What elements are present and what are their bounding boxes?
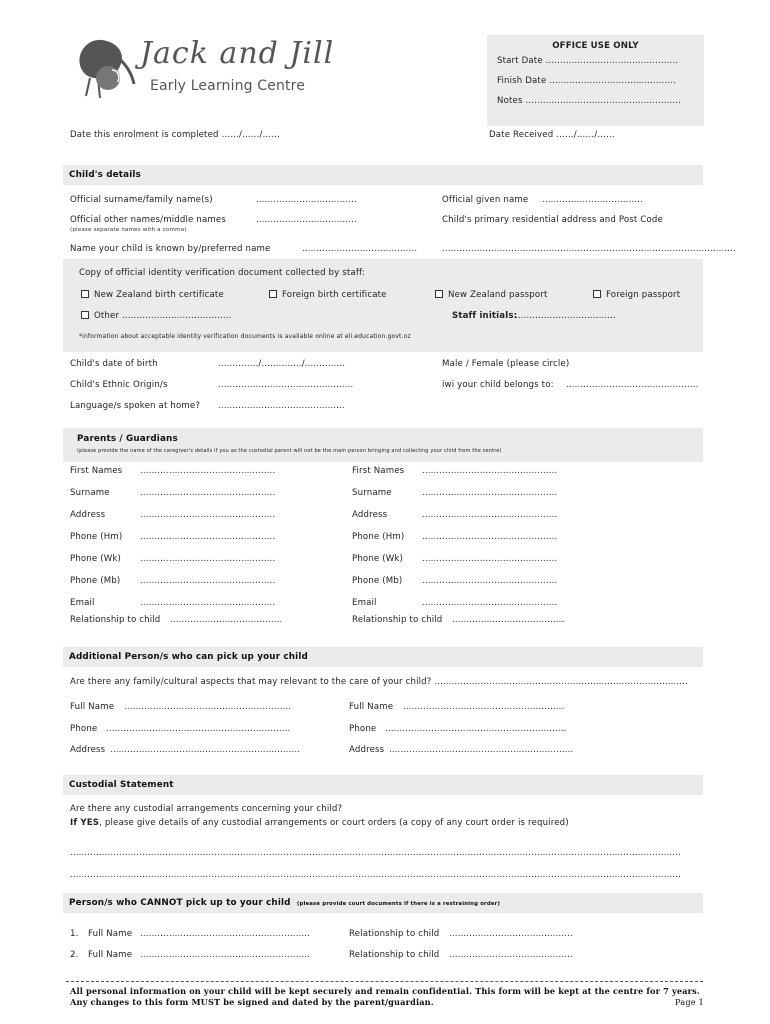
parent-field-input-right[interactable]: ...............................................: [422, 488, 558, 498]
add-address-label-right: Address: [349, 745, 385, 755]
address-field[interactable]: ......................................................................................................: [442, 244, 736, 254]
cannot-note: (please provide court documents if there is a restraining order): [296, 901, 501, 907]
surname-field[interactable]: ...................................: [256, 195, 357, 205]
parent-field-label-left: Email: [70, 598, 95, 608]
parent-field-label-right: Address: [352, 510, 388, 520]
add-full-name-field-right[interactable]: ........................................................: [403, 702, 565, 712]
opt-other-label: Other ......................................: [94, 311, 232, 321]
opt-nz-birth-cert-label: New Zealand birth certificate: [94, 290, 224, 300]
opt-other[interactable]: [81, 311, 232, 321]
language-field[interactable]: ............................................: [218, 401, 345, 411]
parents-note: (please provide the name of the caregiver's details if you as the custodial parent will not be the main person bringing and collecting your child from the centre): [77, 448, 502, 454]
parent-field-input-right[interactable]: ...............................................: [422, 532, 558, 542]
known-by-label: Name your child is known by/preferred name: [70, 244, 271, 254]
parent-field-input-right[interactable]: ...............................................: [422, 554, 558, 564]
parent-field-input-right[interactable]: ...............................................: [422, 598, 558, 608]
staff-initials-label: Staff initials:: [452, 311, 518, 321]
footer-line-1: All personal information on your child will be kept securely and remain confidential. This form will be kept at the centre for 7 years.: [70, 986, 700, 996]
other-names-note: (please separate names with a comma): [70, 227, 187, 233]
add-phone-label-left: Phone: [70, 724, 98, 734]
footer-line-2: Any changes to this form MUST be signed and dated by the parent/guardian.: [70, 997, 434, 1007]
custodial-yes: If YES: [70, 818, 100, 828]
parent-field-label-left: Phone (Hm): [70, 532, 123, 542]
relationship-field-left[interactable]: .......................................: [170, 615, 283, 625]
cannot-row-1-num: 1.: [70, 929, 79, 939]
custodial-bar: [63, 775, 703, 795]
add-address-label-left: Address: [70, 745, 106, 755]
custodial-details: [70, 818, 569, 828]
ethnic-label: Child's Ethnic Origin/s: [70, 380, 168, 390]
cannot-row-1-name-field[interactable]: ...........................................................: [140, 929, 311, 939]
childs-details-bar: [63, 165, 703, 185]
checkbox-icon[interactable]: [81, 290, 89, 298]
opt-foreign-birth-cert-label: Foreign birth certificate: [282, 290, 387, 300]
office-start-date[interactable]: Start Date ..............................................: [497, 56, 679, 66]
add-phone-label-right: Phone: [349, 724, 377, 734]
add-phone-field-left[interactable]: ................................................................: [106, 724, 291, 734]
other-names-field[interactable]: ...................................: [256, 215, 357, 225]
page-number: Page 1: [675, 997, 704, 1007]
cannot-title: [69, 898, 500, 908]
office-use-box: [487, 35, 704, 126]
cannot-row-1-rel-field[interactable]: ...........................................: [449, 929, 573, 939]
other-names-label: Official other names/middle names: [70, 215, 226, 225]
parent-field-label-left: Address: [70, 510, 106, 520]
checkbox-icon[interactable]: [593, 290, 601, 298]
additional-title: Additional Person/s who can pick up your child: [69, 652, 308, 662]
cannot-bar: [63, 893, 703, 913]
surname-label: Official surname/family name(s): [70, 195, 213, 205]
parent-field-label-left: First Names: [70, 466, 123, 476]
cannot-row-1-name-label: Full Name: [88, 929, 133, 939]
address-label: Child's primary residential address and Post Code: [442, 215, 663, 225]
add-full-name-label-left: Full Name: [70, 702, 115, 712]
parent-field-input-left[interactable]: ...............................................: [140, 488, 276, 498]
add-full-name-field-left[interactable]: ..........................................................: [124, 702, 292, 712]
opt-foreign-passport[interactable]: [593, 290, 680, 300]
iwi-label: iwi your child belongs to:: [442, 380, 554, 390]
custodial-title: Custodial Statement: [69, 780, 174, 790]
add-full-name-label-right: Full Name: [349, 702, 394, 712]
parent-field-input-left[interactable]: ...............................................: [140, 466, 276, 476]
staff-initials-field[interactable]: ...................................: [515, 311, 616, 321]
parent-field-label-left: Phone (Wk): [70, 554, 122, 564]
logo-title: Jack and Jill: [140, 36, 335, 71]
opt-nz-birth-cert[interactable]: [81, 290, 224, 300]
given-name-field[interactable]: ...................................: [542, 195, 643, 205]
language-label: Language/s spoken at home?: [70, 401, 201, 411]
checkbox-icon[interactable]: [269, 290, 277, 298]
cannot-row-1-rel-label: Relationship to child: [349, 929, 440, 939]
office-notes[interactable]: Notes ......................................................: [497, 96, 682, 106]
parent-field-label-right: First Names: [352, 466, 405, 476]
opt-foreign-birth-cert[interactable]: [269, 290, 387, 300]
add-address-field-right[interactable]: ................................................................: [389, 745, 574, 755]
known-by-field[interactable]: ........................................: [302, 244, 418, 254]
logo: [68, 34, 338, 106]
parent-field-input-left[interactable]: ...............................................: [140, 554, 276, 564]
parent-field-label-right: Surname: [352, 488, 392, 498]
office-finish-date[interactable]: Finish Date ............................................: [497, 76, 677, 86]
custodial-line-2[interactable]: ....................................................................................................................................................................................................................: [70, 870, 681, 880]
parent-field-label-left: Surname: [70, 488, 110, 498]
cannot-row-2-rel-field[interactable]: ...........................................: [449, 950, 573, 960]
relationship-field-right[interactable]: .......................................: [452, 615, 565, 625]
date-received[interactable]: Date Received ……/……/……: [489, 130, 615, 140]
additional-bar: [63, 647, 703, 667]
ethnic-field[interactable]: ...............................................: [218, 380, 354, 390]
cannot-row-2-rel-label: Relationship to child: [349, 950, 440, 960]
iwi-field[interactable]: ..............................................: [566, 380, 699, 390]
childs-details-title: Child's details: [69, 170, 141, 180]
parent-field-input-left[interactable]: ...............................................: [140, 510, 276, 520]
custodial-details-text: , please give details of any custodial arrangements or court orders (a copy of any court order is required): [99, 818, 569, 828]
opt-nz-passport[interactable]: [435, 290, 548, 300]
opt-foreign-passport-label: Foreign passport: [606, 290, 681, 300]
sex-label[interactable]: Male / Female (please circle): [442, 359, 570, 369]
parent-field-label-right: Phone (Hm): [352, 532, 405, 542]
parent-field-label-right: Phone (Mb): [352, 576, 403, 586]
checkbox-icon[interactable]: [435, 290, 443, 298]
enrolment-date[interactable]: Date this enrolment is completed ……/……/……: [70, 130, 281, 140]
parents-bar: [63, 428, 703, 462]
relationship-label-right: Relationship to child: [352, 615, 443, 625]
parent-field-input-left[interactable]: ...............................................: [140, 532, 276, 542]
cannot-row-2-name-field[interactable]: ...........................................................: [140, 950, 311, 960]
custodial-question: Are there any custodial arrangements concerning your child?: [70, 804, 343, 814]
add-address-field-left[interactable]: ..................................................................: [110, 745, 301, 755]
parent-field-input-right[interactable]: ...............................................: [422, 466, 558, 476]
relationship-label-left: Relationship to child: [70, 615, 161, 625]
id-box-note: *information about acceptable identity verification documents is available online at eli.education.govt.nz: [79, 333, 411, 340]
checkbox-icon[interactable]: [81, 311, 89, 319]
parent-field-input-left[interactable]: ...............................................: [140, 598, 276, 608]
given-name-label: Official given name: [442, 195, 529, 205]
parent-field-input-right[interactable]: ...............................................: [422, 510, 558, 520]
parent-field-label-right: Phone (Wk): [352, 554, 404, 564]
parent-field-input-left[interactable]: ...............................................: [140, 576, 276, 586]
id-verification-box: [63, 259, 703, 352]
footer-divider: [66, 981, 703, 982]
opt-nz-passport-label: New Zealand passport: [448, 290, 548, 300]
dob-field[interactable]: ............../............../..............: [218, 359, 346, 369]
cannot-title-text: Person/s who CANNOT pick up to your child: [69, 898, 291, 908]
id-box-title: Copy of official identity verification document collected by staff:: [79, 268, 365, 278]
parents-title: Parents / Guardians: [77, 434, 178, 444]
logo-subtitle: Early Learning Centre: [150, 78, 305, 94]
cultural-question[interactable]: Are there any family/cultural aspects that may relevant to the care of your child? ........................................................................................: [70, 677, 688, 687]
add-phone-field-right[interactable]: ...............................................................: [385, 724, 567, 734]
cannot-row-2-num: 2.: [70, 950, 79, 960]
parent-field-label-right: Email: [352, 598, 377, 608]
parent-field-input-right[interactable]: ...............................................: [422, 576, 558, 586]
kiwi-bird-logo-icon: [68, 34, 138, 102]
dob-label: Child's date of birth: [70, 359, 158, 369]
custodial-line-1[interactable]: ....................................................................................................................................................................................................................: [70, 848, 681, 858]
parent-field-label-left: Phone (Mb): [70, 576, 121, 586]
office-use-header: OFFICE USE ONLY: [552, 41, 639, 51]
cannot-row-2-name-label: Full Name: [88, 950, 133, 960]
